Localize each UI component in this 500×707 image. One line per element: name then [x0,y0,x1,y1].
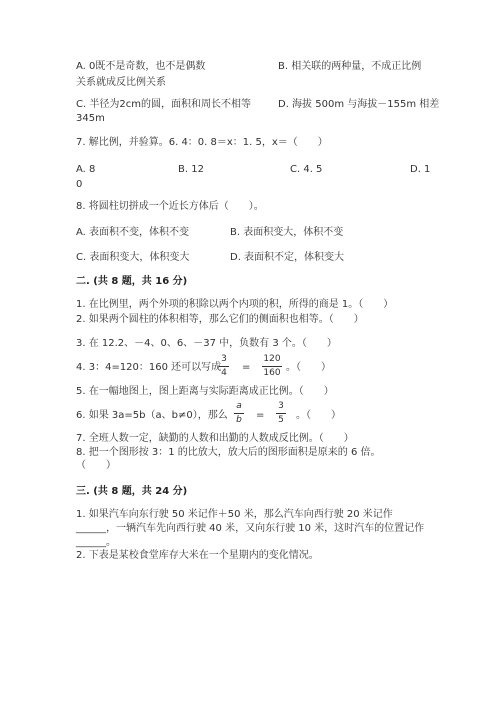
q8-option-a: A. 表面积不变，体积不变 [76,227,190,238]
fraction-denominator: b [236,415,242,425]
s3-item-2: 2. 下表是某校食堂库存大米在一个星期内的变化情况。 [76,550,319,561]
s2-item-8-cont: （ ） [76,460,116,471]
fraction-numerator: 120 [263,354,281,364]
fraction-bar [262,366,282,367]
fraction-denominator: 5 [278,415,284,425]
s3-item-1-cont: ______，一辆汽车先向西行驶 40 米，又向东行驶 10 米，这时汽车的位置记作 [76,523,425,534]
q6-option-d-cont: 345m [76,113,105,124]
q7-stem: 7. 解比例，并验算。6. 4：0. 8＝x：1. 5，x＝（ ） [76,137,328,148]
s2-item-6-suffix: 。（ ） [296,410,341,421]
q8-option-c: C. 表面积变大，体积变大 [76,252,190,263]
s2-item-4-prefix: 4. 3：4=120：160 还可以写成 [76,362,222,373]
s2-item-8: 8. 把一个图形按 3：1 的比放大，放大后的图形面积是原来的 6 倍。 [76,447,381,458]
s2-item-6-fraction-2 [276,401,286,426]
q8-option-d: D. 表面积不定，体积变大 [230,252,345,263]
s2-item-1: 1. 在比例里，两个外项的积除以两个内项的积，所得的商是 1。（ ） [76,299,394,310]
q6-option-c: C. 半径为2cm的圆，面积和周长不相等 [76,99,251,110]
fraction-bar [234,413,244,414]
fraction-bar [276,413,286,414]
q6-option-b-cont: 关系就成反比例关系 [76,77,166,88]
q7-option-c: C. 4. 5 [290,164,323,175]
section3-title: 三. (共 8 题，共 24 分) [76,486,188,497]
s2-item-2: 2. 如果两个圆柱的体积相等，那么它们的侧面积也相等。（ ） [76,314,364,325]
q6-option-d: D. 海拔 500m 与海拔－155m 相差 [278,99,440,110]
s2-item-4-fraction-1 [219,354,229,379]
s2-item-4-fraction-2 [262,354,282,379]
fraction-bar [219,366,229,367]
s2-item-3: 3. 在 12.2、－4、0、6、－37 中，负数有 3 个。（ ） [76,338,337,349]
s2-item-6-fraction-1 [234,401,244,426]
s2-item-7: 7. 全班人数一定，缺勤的人数和出勤的人数成反比例。（ ） [76,433,354,444]
q8-option-b: B. 表面积变大，体积不变 [230,227,344,238]
fraction-denominator: 4 [221,368,227,378]
s2-item-6-prefix: 6. 如果 3a=5b（a、b≠0），那么 [76,410,228,421]
s2-item-5: 5. 在一幅地图上，图上距离与实际距离成正比例。（ ） [76,386,334,397]
q7-option-a: A. 8 [76,164,96,175]
fraction-denominator: 160 [263,368,281,378]
s3-item-1: 1. 如果汽车向东行驶 50 米记作＋50 米，那么汽车向西行驶 20 米记作 [76,509,393,520]
fraction-numerator: 3 [221,354,227,364]
q8-stem: 8. 将圆柱切拼成一个近长方体后（ ）。 [76,201,264,212]
s2-item-6-equals: = [256,410,265,421]
q7-option-d: D. 1 [410,164,431,175]
s2-item-4-equals: = [242,362,251,373]
q7-option-d-cont: 0 [76,179,83,190]
s3-item-1-cont-2: ______。 [76,537,116,548]
fraction-numerator: 3 [278,401,284,411]
q7-option-b: B. 12 [178,164,204,175]
q6-option-b: B. 相关联的两种量，不成正比例 [278,61,422,72]
fraction-numerator: a [236,401,242,411]
section2-title: 二. (共 8 题，共 16 分) [76,276,188,287]
q6-option-a: A. 0既不是奇数，也不是偶数 [76,61,206,72]
s2-item-4-suffix: 。（ ） [286,362,331,373]
